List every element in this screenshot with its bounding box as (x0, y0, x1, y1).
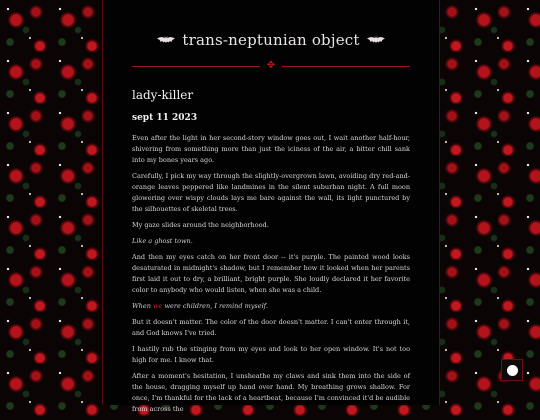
bat-icon (367, 35, 385, 45)
highlight-word: we (152, 302, 163, 310)
post-paragraph: My gaze slides around the neighborhood. (132, 221, 269, 229)
header-divider (132, 62, 410, 72)
post-paragraph: I hastily rub the stinging from my eyes and look to her open window. It's not too high for me. I know that. (132, 345, 410, 364)
post-date: sept 11 2023 (132, 113, 198, 123)
post-paragraph-italic: Like a ghost town. (132, 237, 193, 245)
flourish-icon: ✥ (266, 60, 276, 71)
post-paragraph: And then my eyes catch on her front door -- it's purple. The painted wood looks desaturated in midnight's shadow, but I remember how it looked when her parents first laid it out to dry, a brilliant, bright purple. She loudly declared it her favorite color to anybody who would listen, when she was a child. (132, 253, 410, 294)
italic-suffix: were children, I remind myself. (164, 302, 268, 310)
scroll-to-top-button[interactable] (501, 359, 523, 381)
post-title[interactable]: lady-killer (132, 88, 194, 102)
divider-line-right (282, 66, 410, 67)
post-paragraph: After a moment's hesitation, I unsheathe my claws and sink them into the side of the house, dragging myself up hand over hand. My breathing grows shallow. For once, I'm thankful for the lack of a heartbeat, because I'm convinced it'd be audible from across the (132, 372, 410, 413)
site-title[interactable]: trans-neptunian object (182, 31, 360, 49)
post-paragraph: Even after the light in her second-story window goes out, I wait another half-hour, shivering from something more than just the iciness of the air, a bitter chill sank into my bones years ago. (132, 134, 410, 164)
scroll-to-top-icon (507, 365, 518, 376)
divider-line-left (132, 66, 260, 67)
post-content (132, 88, 410, 420)
main-panel (102, 0, 440, 413)
site-header (103, 30, 439, 49)
post-paragraph-italic (132, 301, 410, 312)
post-paragraph: But it doesn't matter. The color of the door doesn't matter. I can't enter through it, and God knows I've tried. (132, 318, 410, 337)
post-paragraph: Carefully, I pick my way through the slightly-overgrown lawn, avoiding dry red-and-orange leaves peppered like landmines in the silent suburban night. A full moon glowering over wispy clouds lays me bare against the wall, its light punctured by the silhouettes of skeletal trees. (132, 172, 410, 213)
italic-prefix: When (132, 302, 151, 310)
bat-icon (157, 35, 175, 45)
